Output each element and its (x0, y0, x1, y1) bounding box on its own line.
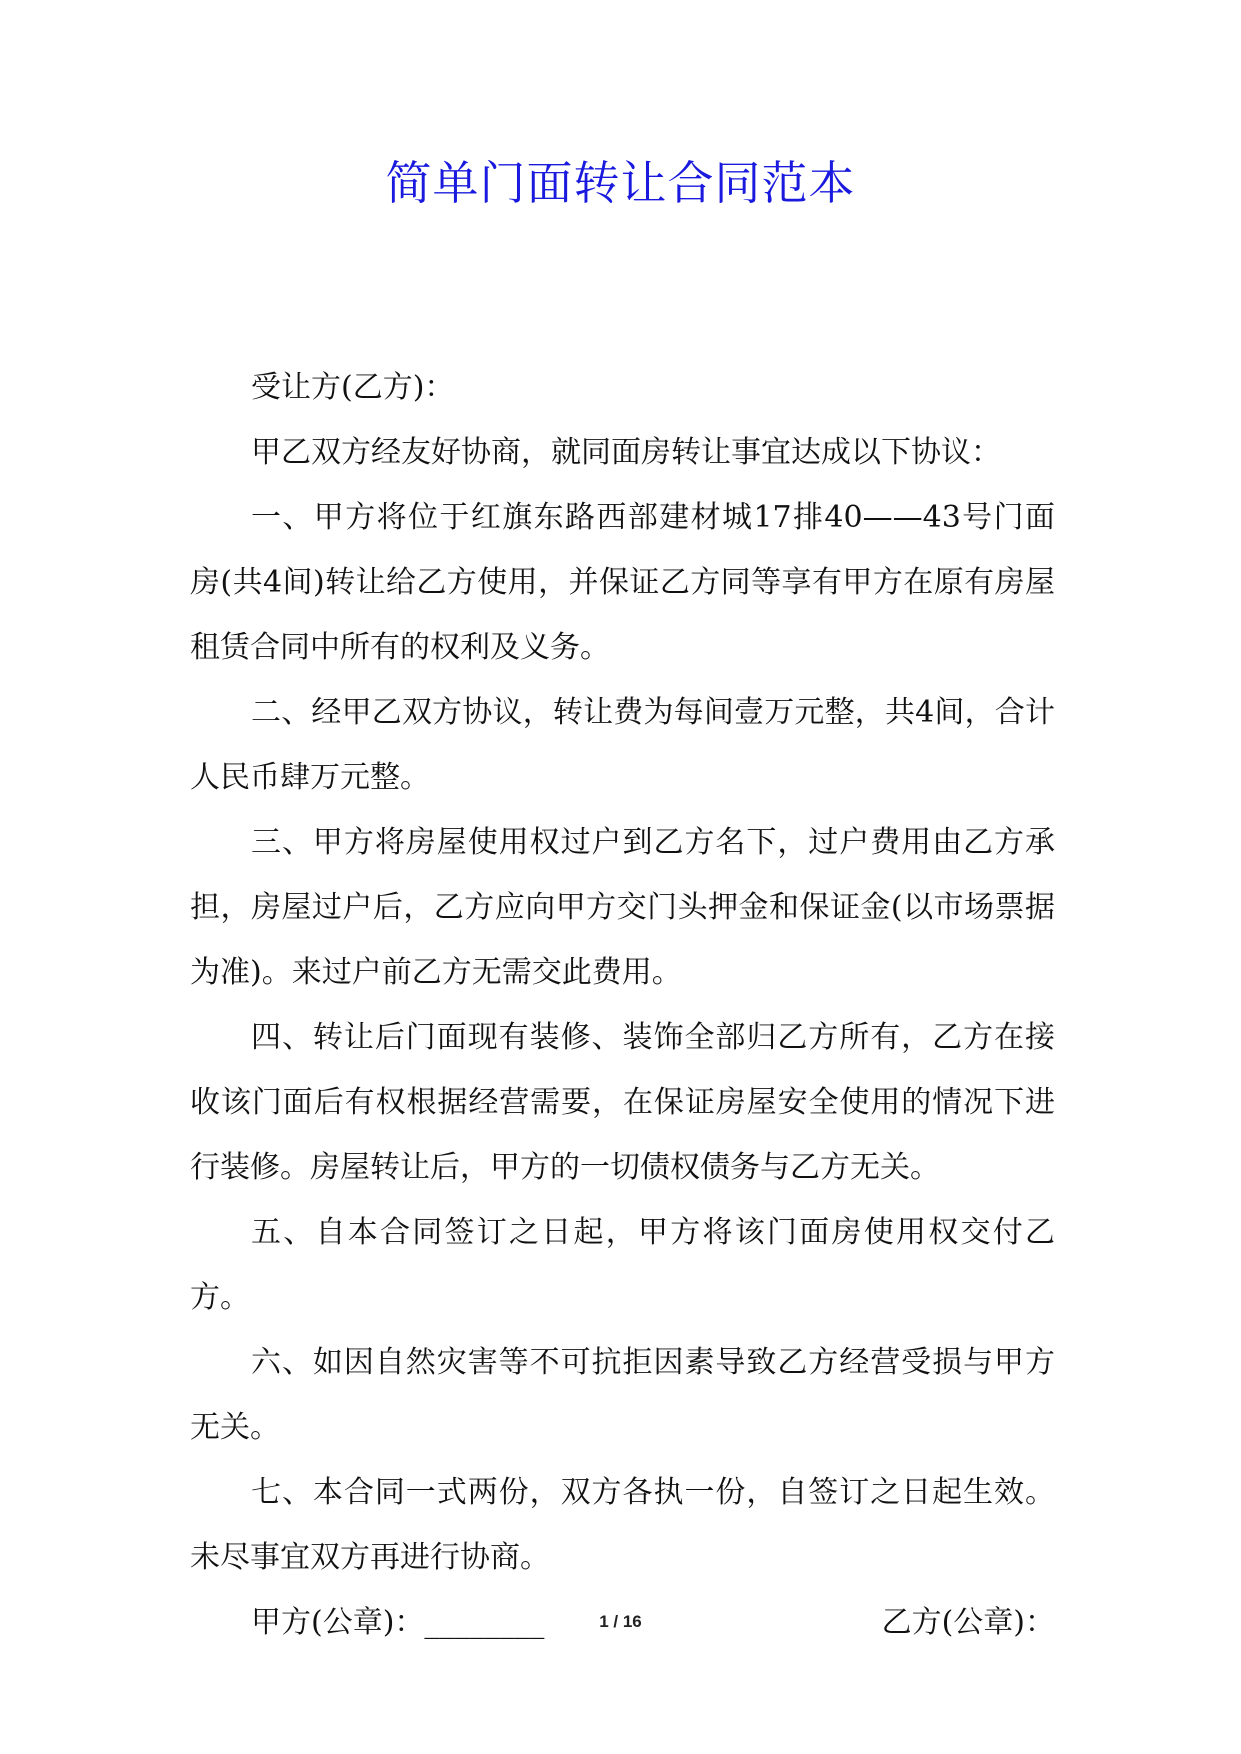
clause-6: 六、如因自然灾害等不可抗拒因素导致乙方经营受损与甲方无关。 (190, 1345, 1055, 1445)
contract-body (190, 355, 1055, 1655)
paragraph-transferee: 受让方(乙方)： (251, 370, 455, 405)
page-number: 1 / 16 (599, 1612, 642, 1631)
clause-1: 一、甲方将位于红旗东路西部建材城17排40——43号门面房(共4间)转让给乙方使用，并保证乙方同等享有甲方在原有房屋租赁合同中所有的权利及义务。 (190, 500, 1055, 665)
clause-3: 三、甲方将房屋使用权过户到乙方名下，过户费用由乙方承担，房屋过户后，乙方应向甲方交门头押金和保证金(以市场票据为准)。来过户前乙方无需交此费用。 (190, 825, 1055, 990)
paragraph-intro: 甲乙双方经友好协商，就同面房转让事宜达成以下协议： (251, 435, 1001, 470)
party-a-seal: 甲方(公章)：________ (251, 1605, 545, 1640)
clause-2: 二、经甲乙双方协议，转让费为每间壹万元整，共4间，合计人民币肆万元整。 (190, 695, 1055, 795)
clause-5: 五、自本合同签订之日起，甲方将该门面房使用权交付乙方。 (190, 1215, 1055, 1315)
party-b-seal: 乙方(公章)： (881, 1605, 1055, 1640)
document-title: 简单门面转让合同范本 (385, 156, 856, 210)
clause-4: 四、转让后门面现有装修、装饰全部归乙方所有，乙方在接收该门面后有权根据经营需要，在保证房屋安全使用的情况下进行装修。房屋转让后，甲方的一切债权债务与乙方无关。 (190, 1020, 1055, 1185)
clause-7: 七、本合同一式两份，双方各执一份，自签订之日起生效。未尽事宜双方再进行协商。 (190, 1475, 1055, 1575)
